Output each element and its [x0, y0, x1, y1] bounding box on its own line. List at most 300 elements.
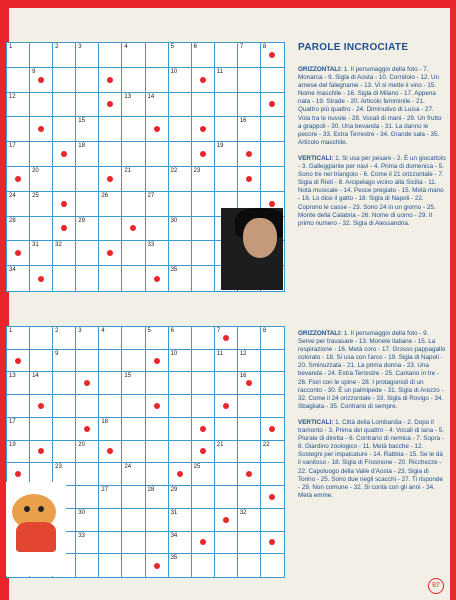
puzzle1-horizontal-clues [298, 66, 446, 147]
grid-cell[interactable] [76, 372, 99, 395]
grid-cell[interactable] [261, 43, 284, 68]
cell-number: 25 [32, 192, 39, 199]
grid-cell[interactable] [99, 117, 122, 142]
grid-cell[interactable] [192, 395, 215, 418]
grid-cell[interactable] [30, 167, 53, 192]
grid-cell[interactable] [76, 463, 99, 486]
grid-cell[interactable] [192, 441, 215, 464]
cell-number: 3 [78, 328, 82, 334]
grid-cell[interactable] [30, 142, 53, 167]
puzzle2-clues [298, 330, 446, 500]
cell-number: 26 [101, 192, 109, 199]
grid-cell[interactable] [99, 93, 122, 118]
grid-cell[interactable] [76, 395, 99, 418]
grid-cell[interactable] [146, 241, 169, 266]
grid-cell[interactable] [238, 372, 261, 395]
grid-cell[interactable] [76, 554, 99, 577]
grid-cell[interactable] [99, 441, 122, 464]
grid-cell[interactable] [30, 372, 53, 395]
grid-cell[interactable] [192, 532, 215, 555]
cell-number: 13 [9, 373, 16, 380]
cell-number: 20 [78, 441, 85, 448]
grid-cell[interactable] [53, 395, 76, 418]
grid-cell[interactable] [99, 486, 122, 509]
grid-cell[interactable] [261, 441, 284, 464]
grid-cell[interactable] [99, 241, 122, 266]
grid-cell[interactable] [146, 43, 169, 68]
cell-number: 10 [170, 68, 178, 75]
grid-cell[interactable] [76, 441, 99, 464]
cell-number: 6 [170, 328, 174, 334]
cell-number: 9 [55, 350, 59, 357]
cell-number: 19 [216, 143, 224, 150]
grid-cell[interactable] [146, 486, 169, 509]
grid-cell[interactable] [53, 241, 76, 266]
grid-cell[interactable] [146, 509, 169, 532]
grid-cell[interactable] [76, 509, 99, 532]
grid-cell[interactable] [261, 418, 284, 441]
grid-cell[interactable] [7, 395, 30, 418]
grid-cell[interactable] [30, 241, 53, 266]
grid-cell[interactable] [192, 509, 215, 532]
grid-cell[interactable] [192, 167, 215, 192]
grid-cell[interactable] [192, 418, 215, 441]
grid-cell[interactable] [122, 418, 145, 441]
grid-cell[interactable] [53, 350, 76, 373]
grid-cell[interactable] [215, 554, 238, 577]
cell-number: 3 [78, 44, 82, 50]
photo-face [243, 218, 277, 258]
grid-cell[interactable] [261, 372, 284, 395]
grid-cell[interactable] [99, 509, 122, 532]
grid-cell[interactable] [76, 93, 99, 118]
cell-number: 7 [239, 44, 244, 50]
grid-cell[interactable] [122, 68, 145, 93]
black-square-dot [269, 426, 275, 432]
grid-cell[interactable] [30, 43, 53, 68]
grid-cell[interactable] [76, 266, 99, 291]
grid-cell[interactable] [146, 167, 169, 192]
grid-cell[interactable] [238, 554, 261, 577]
grid-cell[interactable] [192, 350, 215, 373]
grid-cell[interactable] [122, 486, 145, 509]
grid-cell[interactable] [215, 395, 238, 418]
black-square-dot [269, 539, 275, 545]
grid-cell[interactable] [146, 532, 169, 555]
grid-cell[interactable] [53, 167, 76, 192]
grid-cell[interactable] [215, 167, 238, 192]
grid-cell[interactable] [76, 192, 99, 217]
grid-cell[interactable] [146, 142, 169, 167]
cell-number: 17 [9, 418, 16, 425]
grid-cell[interactable] [238, 509, 261, 532]
grid-cell[interactable] [215, 43, 238, 68]
cell-number: 16 [239, 118, 247, 125]
black-square-dot [269, 494, 275, 500]
black-square-dot [200, 77, 206, 83]
grid-cell[interactable] [261, 167, 284, 192]
cell-number: 1 [9, 328, 13, 334]
grid-cell[interactable] [76, 142, 99, 167]
grid-cell[interactable] [7, 372, 30, 395]
grid-cell[interactable] [122, 192, 145, 217]
grid-cell[interactable] [122, 93, 145, 118]
grid-cell[interactable] [76, 532, 99, 555]
grid-cell[interactable] [30, 93, 53, 118]
cell-number: 11 [216, 68, 223, 75]
cell-number: 14 [32, 373, 39, 380]
grid-cell[interactable] [53, 372, 76, 395]
cell-number: 31 [32, 242, 39, 249]
black-square-dot [154, 563, 160, 569]
grid-cell[interactable] [99, 43, 122, 68]
black-square-dot [38, 126, 44, 132]
grid-cell[interactable] [215, 463, 238, 486]
grid-cell[interactable] [192, 486, 215, 509]
grid-cell[interactable] [99, 350, 122, 373]
grid-cell[interactable] [215, 441, 238, 464]
grid-cell[interactable] [261, 142, 284, 167]
cell-number: 29 [170, 487, 178, 494]
grid-cell[interactable] [215, 509, 238, 532]
grid-cell[interactable] [192, 266, 215, 291]
grid-cell[interactable] [76, 241, 99, 266]
cartoon-character [6, 482, 66, 576]
grid-cell[interactable] [7, 43, 30, 68]
grid-cell[interactable] [99, 217, 122, 242]
grid-cell[interactable] [169, 509, 192, 532]
grid-cell[interactable] [261, 554, 284, 577]
grid-cell[interactable] [215, 350, 238, 373]
grid-cell[interactable] [76, 350, 99, 373]
grid-cell[interactable] [215, 117, 238, 142]
grid-cell[interactable] [30, 327, 53, 350]
grid-cell[interactable] [192, 463, 215, 486]
cell-number: 33 [147, 242, 155, 249]
grid-cell[interactable] [261, 509, 284, 532]
grid-cell[interactable] [192, 43, 215, 68]
black-square-dot [38, 403, 44, 409]
cell-number: 20 [32, 167, 39, 174]
cell-number: 29 [78, 217, 85, 224]
grid-cell[interactable] [7, 266, 30, 291]
grid-cell[interactable] [53, 441, 76, 464]
grid-cell[interactable] [122, 167, 145, 192]
grid-cell[interactable] [122, 142, 145, 167]
grid-cell[interactable] [53, 217, 76, 242]
grid-cell[interactable] [169, 463, 192, 486]
grid-cell[interactable] [146, 395, 169, 418]
cartoon-body [16, 522, 56, 552]
grid-cell[interactable] [122, 266, 145, 291]
black-square-dot [61, 151, 67, 157]
grid-cell[interactable] [169, 117, 192, 142]
grid-cell[interactable] [122, 43, 145, 68]
grid-cell[interactable] [215, 372, 238, 395]
grid-cell[interactable] [122, 395, 145, 418]
grid-cell[interactable] [122, 350, 145, 373]
grid-cell[interactable] [261, 395, 284, 418]
grid-cell[interactable] [122, 463, 145, 486]
grid-cell[interactable] [99, 142, 122, 167]
grid-cell[interactable] [53, 327, 76, 350]
grid-cell[interactable] [7, 241, 30, 266]
grid-cell[interactable] [146, 217, 169, 242]
grid-cell[interactable] [53, 192, 76, 217]
grid-cell[interactable] [53, 266, 76, 291]
grid-cell[interactable] [146, 192, 169, 217]
grid-cell[interactable] [238, 395, 261, 418]
grid-cell[interactable] [30, 418, 53, 441]
grid-cell[interactable] [146, 68, 169, 93]
cell-number: 12 [239, 350, 247, 357]
cell-number: 16 [239, 373, 247, 380]
grid-cell[interactable] [146, 372, 169, 395]
grid-cell[interactable] [122, 509, 145, 532]
cell-number: 8 [262, 44, 267, 50]
grid-cell[interactable] [215, 327, 238, 350]
cell-number: 21 [216, 441, 224, 448]
grid-cell[interactable] [215, 532, 238, 555]
grid-cell[interactable] [30, 266, 53, 291]
grid-cell[interactable] [7, 441, 30, 464]
black-square-dot [84, 380, 90, 386]
grid-cell[interactable] [30, 68, 53, 93]
grid-cell[interactable] [169, 43, 192, 68]
grid-cell[interactable] [122, 217, 145, 242]
grid-cell[interactable] [7, 327, 30, 350]
cell-number: 4 [124, 44, 128, 50]
grid-cell[interactable] [146, 418, 169, 441]
grid-cell[interactable] [146, 93, 169, 118]
black-square-dot [269, 201, 275, 207]
grid-cell[interactable] [7, 217, 30, 242]
cell-number: 34 [9, 267, 16, 274]
black-square-dot [200, 151, 206, 157]
cell-number: 1 [9, 44, 13, 50]
grid-cell[interactable] [99, 167, 122, 192]
grid-cell[interactable] [215, 486, 238, 509]
black-square-dot [15, 471, 21, 477]
grid-cell[interactable] [99, 192, 122, 217]
grid-cell[interactable] [215, 93, 238, 118]
grid-cell[interactable] [238, 441, 261, 464]
grid-cell[interactable] [238, 43, 261, 68]
grid-cell[interactable] [238, 68, 261, 93]
grid-cell[interactable] [169, 532, 192, 555]
grid-cell[interactable] [238, 350, 261, 373]
grid-cell[interactable] [215, 68, 238, 93]
grid-cell[interactable] [169, 241, 192, 266]
grid-cell[interactable] [99, 463, 122, 486]
grid-cell[interactable] [169, 372, 192, 395]
grid-cell[interactable] [261, 532, 284, 555]
black-square-dot [200, 539, 206, 545]
grid-cell[interactable] [169, 167, 192, 192]
puzzle2-horizontal-clues [298, 330, 446, 411]
cell-number: 4 [101, 328, 105, 334]
cell-number: 28 [147, 487, 155, 494]
cell-number: 35 [170, 555, 178, 562]
cell-number: 28 [9, 217, 16, 224]
grid-cell[interactable] [99, 68, 122, 93]
grid-cell[interactable] [238, 117, 261, 142]
grid-cell[interactable] [169, 68, 192, 93]
grid-cell[interactable] [146, 266, 169, 291]
grid-cell[interactable] [122, 372, 145, 395]
grid-cell[interactable] [261, 93, 284, 118]
grid-cell[interactable] [30, 117, 53, 142]
grid-cell[interactable] [169, 142, 192, 167]
grid-cell[interactable] [169, 217, 192, 242]
black-square-dot [154, 126, 160, 132]
grid-cell[interactable] [146, 350, 169, 373]
grid-cell[interactable] [169, 395, 192, 418]
grid-cell[interactable] [192, 241, 215, 266]
black-square-dot [246, 176, 252, 182]
grid-cell[interactable] [169, 266, 192, 291]
cell-number: 19 [9, 441, 16, 448]
grid-cell[interactable] [122, 117, 145, 142]
grid-cell[interactable] [261, 350, 284, 373]
grid-cell[interactable] [99, 554, 122, 577]
grid-cell[interactable] [122, 441, 145, 464]
black-square-dot [107, 448, 113, 454]
cell-number: 25 [193, 464, 201, 471]
grid-cell[interactable] [76, 117, 99, 142]
grid-cell[interactable] [122, 532, 145, 555]
grid-cell[interactable] [53, 93, 76, 118]
grid-cell[interactable] [53, 418, 76, 441]
grid-cell[interactable] [76, 68, 99, 93]
grid-cell[interactable] [76, 167, 99, 192]
grid-cell[interactable] [99, 418, 122, 441]
grid-cell[interactable] [238, 463, 261, 486]
grid-cell[interactable] [192, 142, 215, 167]
grid-cell[interactable] [30, 395, 53, 418]
grid-cell[interactable] [192, 327, 215, 350]
grid-cell[interactable] [215, 142, 238, 167]
black-square-dot [15, 250, 21, 256]
grid-cell[interactable] [146, 327, 169, 350]
grid-cell[interactable] [76, 486, 99, 509]
grid-cell[interactable] [169, 554, 192, 577]
grid-cell[interactable] [122, 554, 145, 577]
grid-cell[interactable] [122, 241, 145, 266]
grid-cell[interactable] [215, 418, 238, 441]
grid-cell[interactable] [261, 463, 284, 486]
grid-cell[interactable] [238, 532, 261, 555]
grid-cell[interactable] [192, 554, 215, 577]
grid-cell[interactable] [99, 532, 122, 555]
grid-cell[interactable] [7, 68, 30, 93]
cell-number: 31 [170, 509, 178, 516]
grid-cell[interactable] [7, 93, 30, 118]
cell-number: 14 [147, 93, 155, 100]
grid-cell[interactable] [169, 486, 192, 509]
grid-cell[interactable] [30, 350, 53, 373]
grid-cell[interactable] [192, 93, 215, 118]
grid-cell[interactable] [76, 327, 99, 350]
grid-cell[interactable] [7, 418, 30, 441]
grid-cell[interactable] [192, 372, 215, 395]
grid-cell[interactable] [30, 441, 53, 464]
grid-cell[interactable] [238, 327, 261, 350]
black-square-dot [154, 276, 160, 282]
page-title: PAROLE INCROCIATE [298, 42, 409, 53]
grid-cell[interactable] [30, 217, 53, 242]
black-square-dot [246, 151, 252, 157]
grid-cell[interactable] [146, 554, 169, 577]
black-square-dot [154, 358, 160, 364]
grid-cell[interactable] [169, 441, 192, 464]
grid-cell[interactable] [99, 395, 122, 418]
grid-cell[interactable] [261, 68, 284, 93]
grid-cell[interactable] [192, 192, 215, 217]
black-square-dot [200, 126, 206, 132]
grid-cell[interactable] [76, 217, 99, 242]
grid-cell[interactable] [53, 43, 76, 68]
grid-cell[interactable] [99, 327, 122, 350]
grid-cell[interactable] [238, 418, 261, 441]
grid-cell[interactable] [192, 217, 215, 242]
grid-cell[interactable] [261, 486, 284, 509]
grid-cell[interactable] [169, 192, 192, 217]
cell-number: 27 [147, 192, 155, 199]
grid-cell[interactable] [146, 463, 169, 486]
puzzle2-horizontal-heading: ORIZZONTALI: [298, 330, 342, 337]
grid-cell[interactable] [192, 117, 215, 142]
grid-cell[interactable] [238, 167, 261, 192]
grid-cell[interactable] [76, 43, 99, 68]
grid-cell[interactable] [7, 167, 30, 192]
grid-cell[interactable] [169, 327, 192, 350]
grid-cell[interactable] [238, 93, 261, 118]
black-square-dot [223, 517, 229, 523]
grid-cell[interactable] [261, 327, 284, 350]
grid-cell[interactable] [192, 68, 215, 93]
grid-cell[interactable] [238, 142, 261, 167]
grid-cell[interactable] [169, 350, 192, 373]
cell-number: 24 [9, 192, 16, 199]
grid-cell[interactable] [146, 441, 169, 464]
cell-number: 30 [170, 217, 178, 224]
grid-cell[interactable] [238, 486, 261, 509]
grid-cell[interactable] [122, 327, 145, 350]
page-number: 87 [428, 578, 444, 594]
grid-cell[interactable] [53, 142, 76, 167]
grid-cell[interactable] [99, 266, 122, 291]
grid-cell[interactable] [7, 117, 30, 142]
cell-number: 24 [124, 464, 132, 471]
black-square-dot [84, 426, 90, 432]
grid-cell[interactable] [76, 418, 99, 441]
grid-cell[interactable] [169, 93, 192, 118]
grid-cell[interactable] [169, 418, 192, 441]
grid-cell[interactable] [7, 192, 30, 217]
grid-cell[interactable] [261, 117, 284, 142]
grid-cell[interactable] [99, 372, 122, 395]
grid-cell[interactable] [146, 117, 169, 142]
grid-cell[interactable] [7, 142, 30, 167]
grid-cell[interactable] [30, 192, 53, 217]
grid-cell[interactable] [53, 68, 76, 93]
character-photo-1 [221, 208, 283, 290]
cell-number: 2 [55, 328, 59, 334]
grid-cell[interactable] [7, 350, 30, 373]
black-square-dot [246, 380, 252, 386]
grid-cell[interactable] [53, 117, 76, 142]
